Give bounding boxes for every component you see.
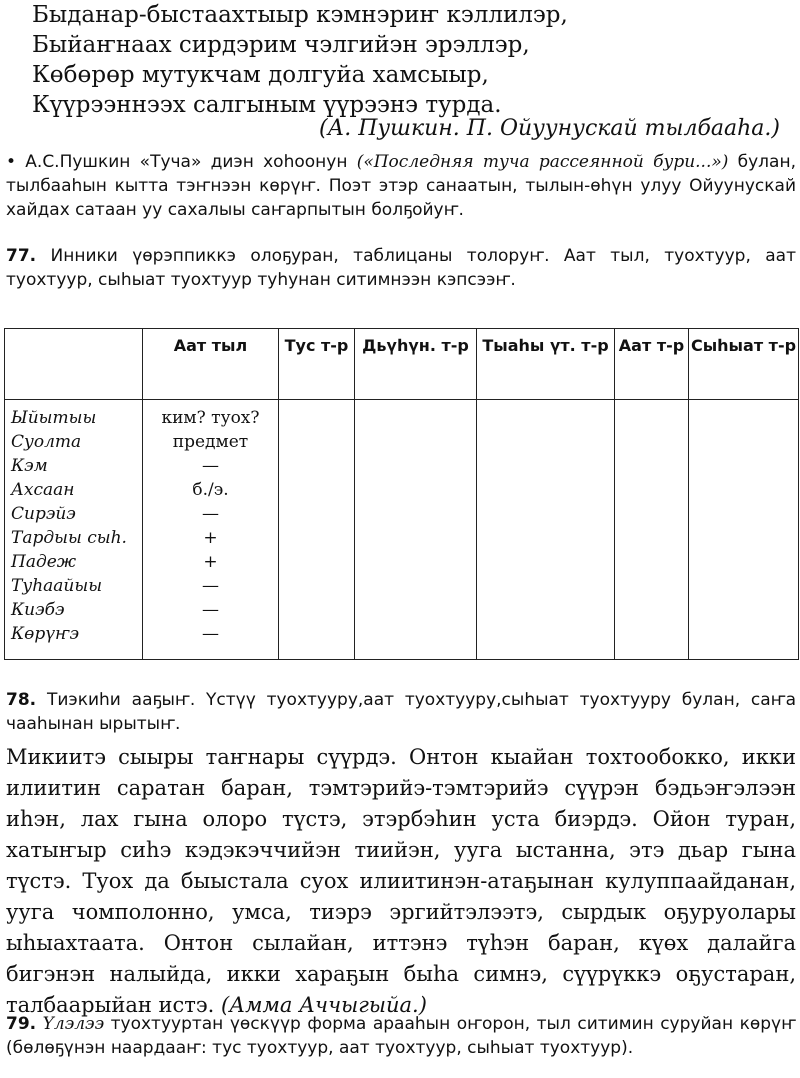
table-cell-value: — [202,576,219,596]
task-text: туохтууртан үөскүүр форма араaһын оҥорон, тыл ситимин суруйан көрүҥ (бөлөҕүнэн наардааҥ: тус туохтуур, аат туохтуур, сыһыат туохтуур). [6,1014,797,1058]
bullet-note-part1: А.С.Пушкин «Туча» диэн хоһоонун [25,152,348,172]
poem [32,0,568,120]
task-77 [6,244,796,292]
task-number: 77. [6,246,37,266]
poem-line-2: Быйаҥнаах сирдэрим чэлгийэн эрэллэр, [32,32,530,58]
table-cell-value: — [202,600,219,620]
reading-text-body: Микиитэ сыыры таҥнары сүүрдэ. Онтон кыайан тохтообокко, икки илиитин саратан баран, тэмтэрийэ-тэмтэрийэ сүүрэн бэдьэҥэлээн иһэн, лах гына олоро түстэ, этэрбэһин уста биэрдэ. Ойон туран, хатыҥыр сиһэ кэдэкэччийэн тиийэн, ууга ыстанна, этэ дьар гына түстэ. Туох да быыстала суох илиитинэн-атаҕынан кулуппаайданан, ууга чомполонно, умса, тиэрэ эргийтэлээтэ, сырдык оҕуруолары ыһыахтаата. Онтон сылайан, иттэнэ түһэн баран, күөх далайга бигэнэн налыйда, икки харaҕын быһа симнэ, сүүрүккэ оҕустаран, талбаарыйан истэ. [6,745,796,1017]
task-number: 79. [6,1014,37,1034]
table-cell-value: ким? туох? [161,408,260,428]
task-italic-word: Үлэлээ [42,1014,105,1034]
bullet-note [6,150,796,222]
row-label: Ахсаан [11,480,75,500]
row-label: Сирэйэ [11,504,76,524]
row-label: Туһаайыы [11,576,103,596]
poem-line-4: Күүрээннээх салгыным үүрээнэ турда. [32,92,502,118]
poem-line-3: Көбөрөр мутукчам долгуйа хамсыыр, [32,62,489,88]
table-cell-value: + [203,528,218,548]
row-label: Көрүҥэ [11,624,80,644]
task-number: 78. [6,690,37,710]
table-cell-value: б./э. [192,480,229,500]
task-79 [6,1012,796,1060]
poem-line-1: Быданар-быстаахтыыр кэмнэриҥ кэллилэр, [32,2,568,28]
table-header-syhyat: Сыһыат т-р [689,329,799,400]
table-empty-cell [355,400,477,660]
table-header-tus: Тус т-р [279,329,355,400]
table-header-row [5,329,799,400]
table-cell-value: — [202,624,219,644]
task-text: Тиэкиһи ааҕыҥ. Үстүү туохтууру,аат туохтууру,сыһыат туохтууру булан, саҥа чааһынан ырытыҥ. [6,690,796,734]
aat-tyl-values-cell [143,400,279,660]
bullet-mark: • [6,152,17,172]
table-empty-cell [689,400,799,660]
table-cell-value: предмет [172,432,249,452]
poem-attribution: (А. Пушкин. П. Ойуунускай тылбааһа.) [318,116,780,141]
table-cell-value: + [203,552,218,572]
row-label: Суолта [11,432,82,452]
reading-text-source: (Амма Аччыгыйа.) [221,993,427,1017]
bullet-note-italic: («Последняя туча рассеянной бури...») [356,152,729,172]
row-label: Тардыы сыһ. [11,528,127,548]
table-cell-value: — [202,456,219,476]
grammar-table [4,328,799,660]
table-header-aat-tr: Аат т-р [615,329,689,400]
table-header-tyahy: Тыаһы үт. т-р [477,329,615,400]
row-label: Кэм [11,456,48,476]
table-empty-cell [279,400,355,660]
table-header-aat-tyl: Аат тыл [143,329,279,400]
table-empty-cell [615,400,689,660]
task-text: Инники үөрэппиккэ олоҕуран, таблицаны толоруҥ. Аат тыл, туохтуур, аат туохтуур, сыһыат туохтуур туһунан ситимнээн кэпсээҥ. [6,246,796,290]
table-empty-cell [477,400,615,660]
row-label: Киэбэ [11,600,65,620]
row-label: Ыйытыы [11,408,97,428]
table-body-row [5,400,799,660]
table-header-dyuhun: Дьүһүн. т-р [355,329,477,400]
bullet-note-part2: булан, тылбааһын кытта тэҥнээн көрүҥ. Поэт этэр санаатын, тылын-өһүн улуу Ойуунускай хайдах сатаан уу сахалыы саҥарпытын болҕойуҥ. [6,152,796,220]
row-labels-cell [5,400,143,660]
row-label: Падеж [11,552,77,572]
table-cell-value: — [202,504,219,524]
task-78 [6,688,796,736]
table-header-empty [5,329,143,400]
reading-text [6,742,796,1021]
